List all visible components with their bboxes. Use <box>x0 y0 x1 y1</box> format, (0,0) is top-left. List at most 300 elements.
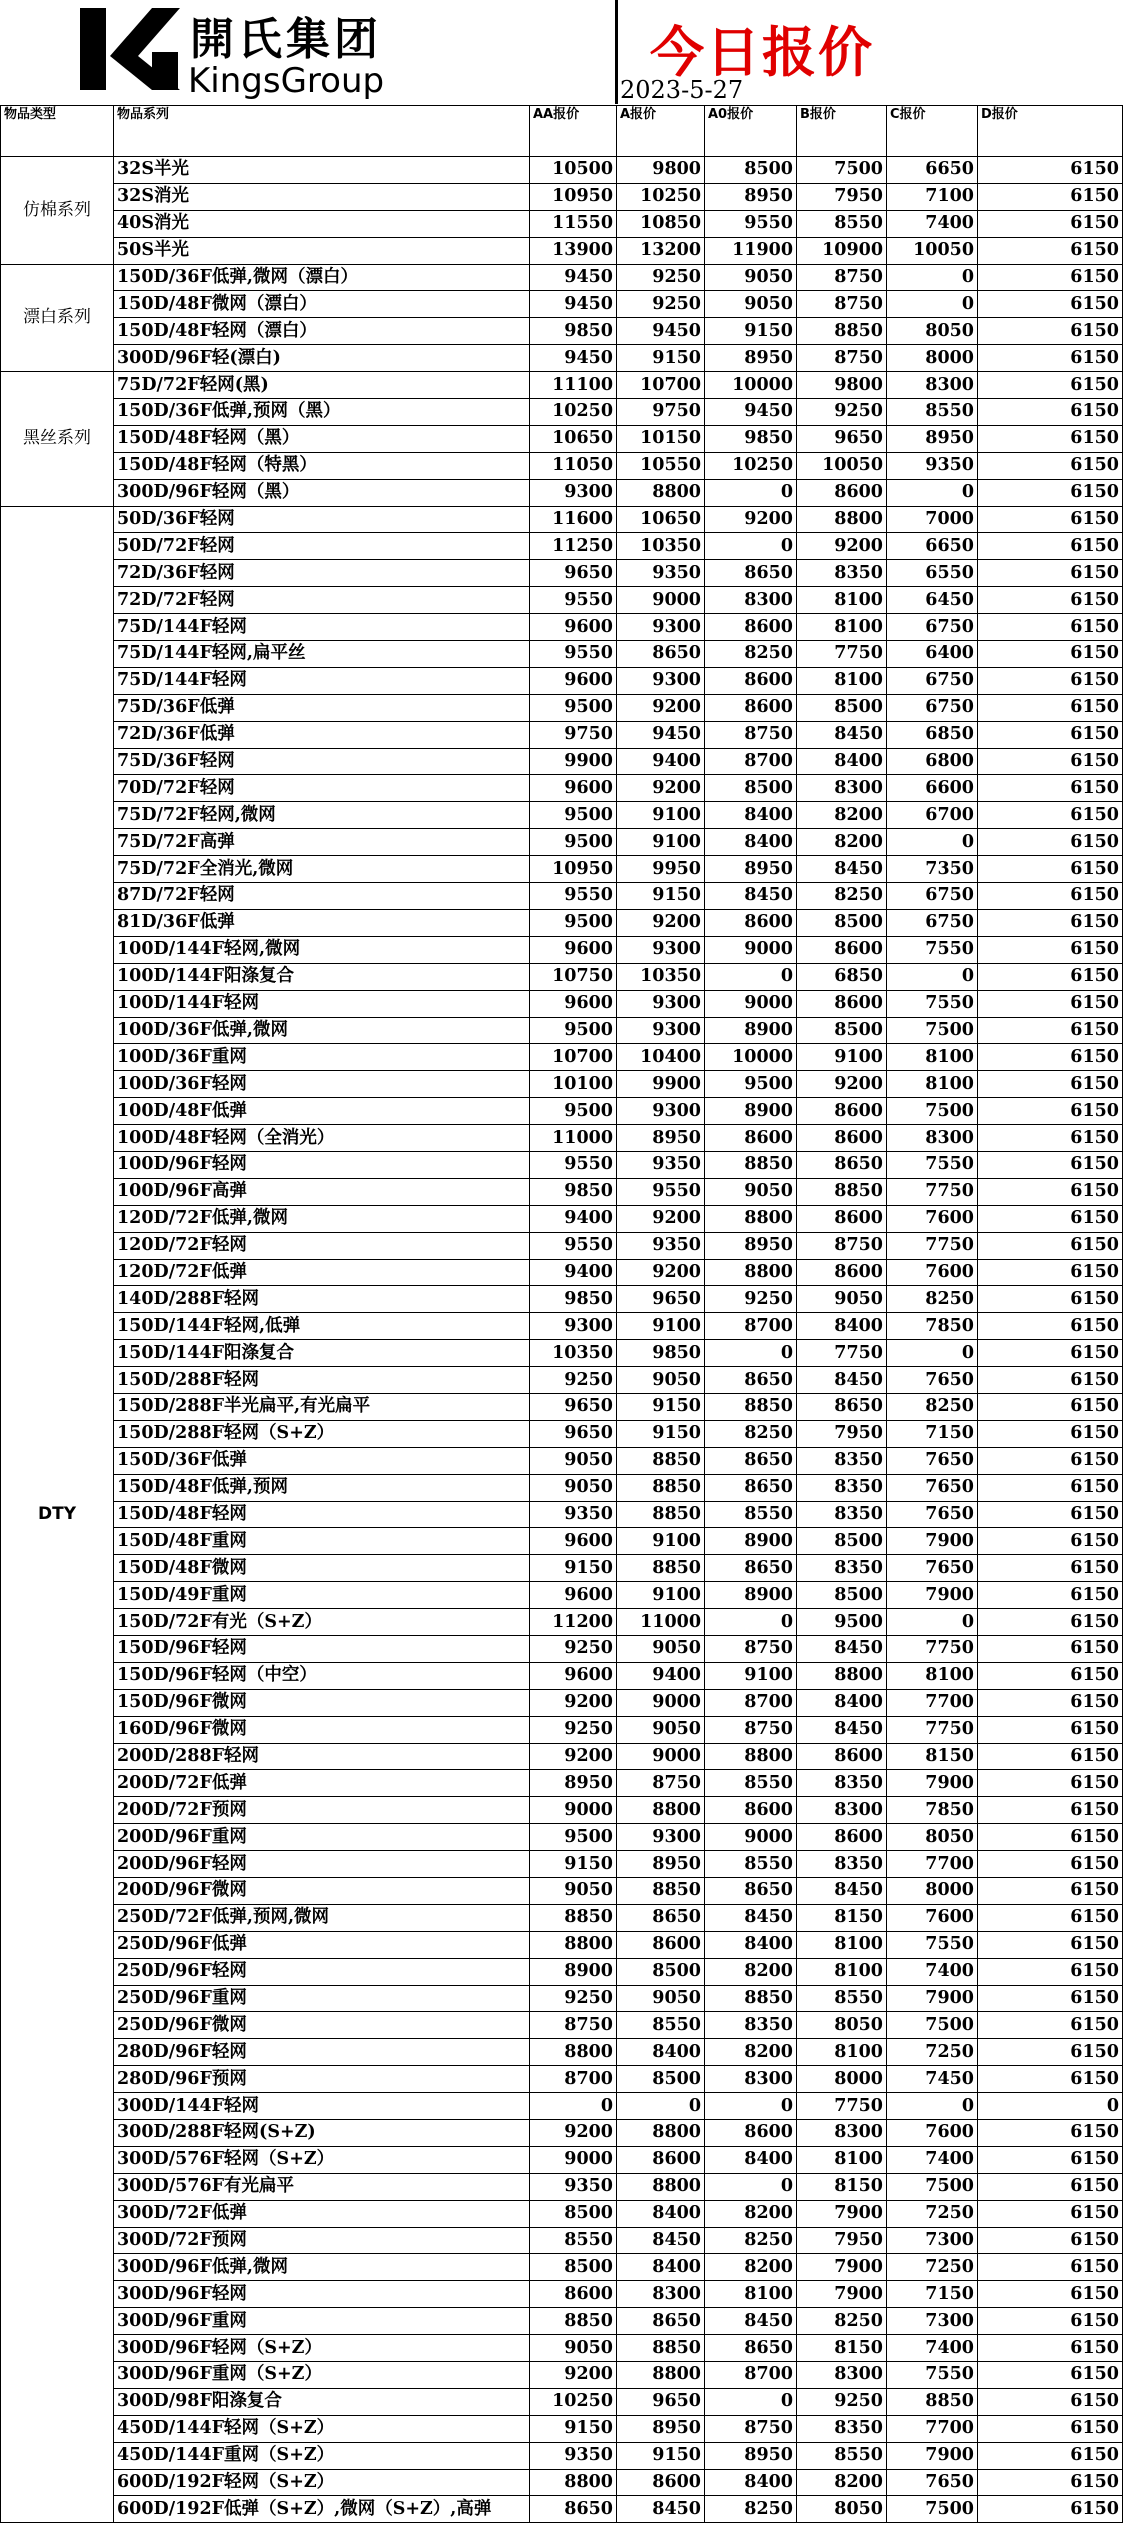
price-a-cell: 8750 <box>617 1770 705 1797</box>
table-row <box>1 883 1123 910</box>
series-cell: 300D/96F轻网（黑） <box>114 479 530 506</box>
price-a0-cell: 8700 <box>705 2362 797 2389</box>
price-a-cell: 8800 <box>617 1797 705 1824</box>
series-cell: 150D/48F轻网（特黑） <box>114 452 530 479</box>
series-cell: 75D/144F轻网,扁平丝 <box>114 641 530 668</box>
price-d-cell: 6150 <box>978 2281 1123 2308</box>
table-row <box>1 1958 1123 1985</box>
table-row <box>1 479 1123 506</box>
price-b-cell: 8600 <box>797 990 887 1017</box>
series-cell: 300D/96F轻网 <box>114 2281 530 2308</box>
price-a-cell: 8800 <box>617 2173 705 2200</box>
series-cell: 100D/48F轻网（全消光） <box>114 1125 530 1152</box>
price-c-cell: 8050 <box>887 318 978 345</box>
price-d-cell: 6150 <box>978 1528 1123 1555</box>
price-a0-cell: 8900 <box>705 1017 797 1044</box>
price-a-cell: 9950 <box>617 856 705 883</box>
price-d-cell: 6150 <box>978 1635 1123 1662</box>
price-d-cell: 6150 <box>978 1474 1123 1501</box>
table-row <box>1 157 1123 184</box>
price-a-cell: 9100 <box>617 829 705 856</box>
table-row <box>1 1098 1123 1125</box>
price-aa-cell: 8500 <box>530 2254 617 2281</box>
price-a-cell: 10350 <box>617 533 705 560</box>
price-c-cell: 9350 <box>887 452 978 479</box>
price-b-cell: 8550 <box>797 1985 887 2012</box>
table-row <box>1 2066 1123 2093</box>
price-c-cell: 7850 <box>887 1797 978 1824</box>
series-cell: 150D/48F轻网（漂白） <box>114 318 530 345</box>
col-header-c: C报价 <box>887 106 978 157</box>
price-a-cell: 9550 <box>617 1178 705 1205</box>
price-a-cell: 10250 <box>617 183 705 210</box>
series-cell: 87D/72F轻网 <box>114 883 530 910</box>
table-row <box>1 1501 1123 1528</box>
price-aa-cell: 8800 <box>530 2039 617 2066</box>
price-d-cell: 6150 <box>978 1904 1123 1931</box>
price-aa-cell: 10650 <box>530 425 617 452</box>
price-c-cell: 7550 <box>887 2362 978 2389</box>
series-cell: 450D/144F轻网（S+Z） <box>114 2415 530 2442</box>
price-aa-cell: 9050 <box>530 1878 617 1905</box>
price-aa-cell: 8950 <box>530 1770 617 1797</box>
price-a0-cell: 0 <box>705 963 797 990</box>
table-row <box>1 2281 1123 2308</box>
price-a0-cell: 8800 <box>705 1205 797 1232</box>
series-cell: 150D/96F轻网（中空） <box>114 1662 530 1689</box>
series-cell: 300D/96F轻网（S+Z） <box>114 2335 530 2362</box>
price-aa-cell: 8800 <box>530 2469 617 2496</box>
price-d-cell: 6150 <box>978 2415 1123 2442</box>
price-c-cell: 7850 <box>887 1313 978 1340</box>
price-d-cell: 6150 <box>978 748 1123 775</box>
price-d-cell: 6150 <box>978 2496 1123 2523</box>
table-row <box>1 1125 1123 1152</box>
col-header-b: B报价 <box>797 106 887 157</box>
price-a-cell: 9300 <box>617 990 705 1017</box>
price-a-cell: 9300 <box>617 1017 705 1044</box>
price-aa-cell: 9500 <box>530 829 617 856</box>
series-cell: 100D/144F轻网,微网 <box>114 936 530 963</box>
price-c-cell: 7550 <box>887 1151 978 1178</box>
price-b-cell: 8350 <box>797 1447 887 1474</box>
price-d-cell: 6150 <box>978 1044 1123 1071</box>
price-aa-cell: 8750 <box>530 2012 617 2039</box>
price-a0-cell: 8950 <box>705 345 797 372</box>
price-c-cell: 6750 <box>887 614 978 641</box>
price-a0-cell: 8550 <box>705 1501 797 1528</box>
price-a0-cell: 0 <box>705 1340 797 1367</box>
price-a0-cell: 9050 <box>705 264 797 291</box>
price-c-cell: 0 <box>887 479 978 506</box>
price-a-cell: 8450 <box>617 2496 705 2523</box>
price-c-cell: 8300 <box>887 1125 978 1152</box>
price-a-cell: 9300 <box>617 936 705 963</box>
price-aa-cell: 10100 <box>530 1071 617 1098</box>
price-d-cell: 6150 <box>978 1501 1123 1528</box>
price-c-cell: 8550 <box>887 399 978 426</box>
price-b-cell: 7750 <box>797 1340 887 1367</box>
price-c-cell: 0 <box>887 1340 978 1367</box>
series-cell: 200D/72F预网 <box>114 1797 530 1824</box>
col-header-a: A报价 <box>617 106 705 157</box>
price-d-cell: 6150 <box>978 210 1123 237</box>
table-row <box>1 1205 1123 1232</box>
price-a-cell: 9200 <box>617 1205 705 1232</box>
price-b-cell: 8450 <box>797 856 887 883</box>
price-d-cell: 6150 <box>978 2200 1123 2227</box>
price-d-cell: 6150 <box>978 1017 1123 1044</box>
price-c-cell: 7300 <box>887 2227 978 2254</box>
series-cell: 50S半光 <box>114 237 530 264</box>
price-aa-cell: 10700 <box>530 1044 617 1071</box>
table-row <box>1 2039 1123 2066</box>
price-a0-cell: 10000 <box>705 1044 797 1071</box>
price-aa-cell: 10950 <box>530 856 617 883</box>
price-d-cell: 6150 <box>978 1313 1123 1340</box>
price-c-cell: 7250 <box>887 2254 978 2281</box>
series-cell: 450D/144F重网（S+Z） <box>114 2442 530 2469</box>
col-header-a0: A0报价 <box>705 106 797 157</box>
price-aa-cell: 9150 <box>530 2415 617 2442</box>
price-a0-cell: 8400 <box>705 829 797 856</box>
table-row <box>1 829 1123 856</box>
price-a0-cell: 9050 <box>705 1178 797 1205</box>
series-cell: 200D/96F微网 <box>114 1878 530 1905</box>
price-b-cell: 8250 <box>797 883 887 910</box>
price-a-cell: 9000 <box>617 1743 705 1770</box>
price-d-cell: 6150 <box>978 2039 1123 2066</box>
price-c-cell: 7900 <box>887 1770 978 1797</box>
price-c-cell: 7750 <box>887 1232 978 1259</box>
price-a0-cell: 8400 <box>705 1931 797 1958</box>
series-cell: 200D/96F重网 <box>114 1824 530 1851</box>
price-d-cell: 6150 <box>978 1582 1123 1609</box>
price-aa-cell: 11250 <box>530 533 617 560</box>
table-row <box>1 775 1123 802</box>
price-a0-cell: 8850 <box>705 1393 797 1420</box>
price-d-cell: 6150 <box>978 2442 1123 2469</box>
price-b-cell: 9800 <box>797 372 887 399</box>
price-b-cell: 8600 <box>797 1125 887 1152</box>
price-aa-cell: 10250 <box>530 2388 617 2415</box>
price-c-cell: 7750 <box>887 1635 978 1662</box>
price-d-cell: 6150 <box>978 237 1123 264</box>
price-a0-cell: 8800 <box>705 1259 797 1286</box>
price-a0-cell: 8500 <box>705 775 797 802</box>
price-aa-cell: 9050 <box>530 1447 617 1474</box>
price-a-cell: 9100 <box>617 802 705 829</box>
price-c-cell: 7650 <box>887 1474 978 1501</box>
price-d-cell: 6150 <box>978 1447 1123 1474</box>
price-d-cell: 6150 <box>978 2173 1123 2200</box>
price-aa-cell: 11600 <box>530 506 617 533</box>
price-a0-cell: 0 <box>705 1609 797 1636</box>
price-b-cell: 8500 <box>797 694 887 721</box>
price-b-cell: 9250 <box>797 399 887 426</box>
col-header-d: D报价 <box>978 106 1123 157</box>
table-row <box>1 667 1123 694</box>
price-b-cell: 8550 <box>797 2442 887 2469</box>
price-d-cell: 6150 <box>978 1259 1123 1286</box>
price-d-cell: 6150 <box>978 183 1123 210</box>
price-d-cell: 6150 <box>978 2469 1123 2496</box>
table-row <box>1 1931 1123 1958</box>
price-b-cell: 8000 <box>797 2066 887 2093</box>
price-b-cell: 8300 <box>797 775 887 802</box>
price-aa-cell: 11100 <box>530 372 617 399</box>
series-cell: 250D/96F微网 <box>114 2012 530 2039</box>
price-b-cell: 8400 <box>797 748 887 775</box>
price-b-cell: 8250 <box>797 2308 887 2335</box>
price-d-cell: 6150 <box>978 479 1123 506</box>
price-a-cell: 11000 <box>617 1609 705 1636</box>
series-cell: 140D/288F轻网 <box>114 1286 530 1313</box>
price-d-cell: 6150 <box>978 2362 1123 2389</box>
price-aa-cell: 9600 <box>530 1662 617 1689</box>
price-a0-cell: 8500 <box>705 157 797 184</box>
table-row <box>1 1071 1123 1098</box>
series-cell: 150D/48F低弹,预网 <box>114 1474 530 1501</box>
price-a-cell: 10550 <box>617 452 705 479</box>
price-aa-cell: 10350 <box>530 1340 617 1367</box>
table-row <box>1 1582 1123 1609</box>
price-d-cell: 6150 <box>978 2335 1123 2362</box>
table-row <box>1 1662 1123 1689</box>
price-a-cell: 9150 <box>617 345 705 372</box>
price-a0-cell: 9000 <box>705 1824 797 1851</box>
table-row <box>1 2308 1123 2335</box>
table-row <box>1 533 1123 560</box>
price-aa-cell: 9500 <box>530 694 617 721</box>
price-c-cell: 6750 <box>887 909 978 936</box>
series-cell: 75D/72F轻网(黑) <box>114 372 530 399</box>
table-row <box>1 291 1123 318</box>
price-b-cell: 10900 <box>797 237 887 264</box>
price-b-cell: 9200 <box>797 1071 887 1098</box>
price-a-cell: 10350 <box>617 963 705 990</box>
price-a-cell: 8850 <box>617 1447 705 1474</box>
price-d-cell: 6150 <box>978 1931 1123 1958</box>
price-b-cell: 8550 <box>797 210 887 237</box>
price-d-cell: 6150 <box>978 291 1123 318</box>
price-c-cell: 7600 <box>887 1259 978 1286</box>
category-cell: 黑丝系列 <box>1 372 114 506</box>
price-c-cell: 8950 <box>887 425 978 452</box>
price-d-cell: 6150 <box>978 2146 1123 2173</box>
price-b-cell: 8850 <box>797 1178 887 1205</box>
series-cell: 32S消光 <box>114 183 530 210</box>
price-aa-cell: 0 <box>530 2093 617 2120</box>
price-a-cell: 9150 <box>617 883 705 910</box>
price-a-cell: 8650 <box>617 641 705 668</box>
price-a-cell: 9450 <box>617 318 705 345</box>
price-aa-cell: 9600 <box>530 775 617 802</box>
table-row <box>1 1313 1123 1340</box>
price-aa-cell: 9200 <box>530 1743 617 1770</box>
price-d-cell: 6150 <box>978 1340 1123 1367</box>
price-c-cell: 7750 <box>887 1178 978 1205</box>
price-aa-cell: 9650 <box>530 1420 617 1447</box>
price-a0-cell: 8200 <box>705 2039 797 2066</box>
price-aa-cell: 9350 <box>530 2442 617 2469</box>
category-cell: 漂白系列 <box>1 264 114 372</box>
price-b-cell: 7900 <box>797 2200 887 2227</box>
price-b-cell: 8600 <box>797 1743 887 1770</box>
price-d-cell: 6150 <box>978 1878 1123 1905</box>
price-c-cell: 7400 <box>887 1958 978 1985</box>
series-cell: 150D/48F微网（漂白） <box>114 291 530 318</box>
price-b-cell: 7900 <box>797 2281 887 2308</box>
price-aa-cell: 9500 <box>530 1824 617 1851</box>
table-row <box>1 990 1123 1017</box>
price-c-cell: 6600 <box>887 775 978 802</box>
price-c-cell: 7150 <box>887 1420 978 1447</box>
price-b-cell: 8350 <box>797 1474 887 1501</box>
series-cell: 72D/36F低弹 <box>114 721 530 748</box>
price-d-cell: 6150 <box>978 775 1123 802</box>
price-d-cell: 6150 <box>978 1958 1123 1985</box>
table-row <box>1 694 1123 721</box>
svg-text:KingsGroup: KingsGroup <box>188 61 385 100</box>
price-aa-cell: 9500 <box>530 802 617 829</box>
table-row <box>1 1635 1123 1662</box>
price-b-cell: 8350 <box>797 1555 887 1582</box>
table-row <box>1 2388 1123 2415</box>
price-a0-cell: 8700 <box>705 748 797 775</box>
price-a-cell: 8550 <box>617 2012 705 2039</box>
price-a-cell: 9300 <box>617 1824 705 1851</box>
price-aa-cell: 9550 <box>530 641 617 668</box>
price-d-cell: 6150 <box>978 2308 1123 2335</box>
series-cell: 150D/48F重网 <box>114 1528 530 1555</box>
price-a0-cell: 0 <box>705 2173 797 2200</box>
price-b-cell: 8100 <box>797 2039 887 2066</box>
price-a-cell: 9350 <box>617 560 705 587</box>
price-c-cell: 0 <box>887 291 978 318</box>
table-row <box>1 372 1123 399</box>
price-aa-cell: 9600 <box>530 667 617 694</box>
table-row <box>1 1609 1123 1636</box>
price-a-cell: 9200 <box>617 775 705 802</box>
price-c-cell: 6800 <box>887 748 978 775</box>
price-b-cell: 7950 <box>797 2227 887 2254</box>
price-a-cell: 9400 <box>617 748 705 775</box>
price-aa-cell: 9050 <box>530 2335 617 2362</box>
price-a-cell: 10650 <box>617 506 705 533</box>
price-d-cell: 6150 <box>978 641 1123 668</box>
price-c-cell: 7900 <box>887 2442 978 2469</box>
series-cell: 300D/72F低弹 <box>114 2200 530 2227</box>
series-cell: 75D/72F轻网,微网 <box>114 802 530 829</box>
price-a-cell: 9050 <box>617 1985 705 2012</box>
price-b-cell: 8100 <box>797 2146 887 2173</box>
price-d-cell: 0 <box>978 2093 1123 2120</box>
price-a-cell: 8950 <box>617 2415 705 2442</box>
price-d-cell: 6150 <box>978 1367 1123 1394</box>
price-a0-cell: 0 <box>705 479 797 506</box>
price-b-cell: 8150 <box>797 1904 887 1931</box>
price-aa-cell: 11200 <box>530 1609 617 1636</box>
price-a0-cell: 8600 <box>705 1797 797 1824</box>
price-a-cell: 13200 <box>617 237 705 264</box>
table-row <box>1 399 1123 426</box>
table-row <box>1 748 1123 775</box>
price-a-cell: 9250 <box>617 291 705 318</box>
table-row <box>1 1985 1123 2012</box>
price-a-cell: 9000 <box>617 1689 705 1716</box>
price-b-cell: 9500 <box>797 1609 887 1636</box>
price-d-cell: 6150 <box>978 1420 1123 1447</box>
price-a0-cell: 8200 <box>705 2200 797 2227</box>
price-aa-cell: 8850 <box>530 1904 617 1931</box>
price-a-cell: 9050 <box>617 1635 705 1662</box>
table-row <box>1 1286 1123 1313</box>
price-c-cell: 6650 <box>887 533 978 560</box>
price-b-cell: 8100 <box>797 1931 887 1958</box>
price-d-cell: 6150 <box>978 829 1123 856</box>
price-a0-cell: 9500 <box>705 1071 797 1098</box>
price-a0-cell: 8200 <box>705 2254 797 2281</box>
price-a0-cell: 8400 <box>705 2469 797 2496</box>
price-a-cell: 10700 <box>617 372 705 399</box>
price-d-cell: 6150 <box>978 883 1123 910</box>
price-c-cell: 7550 <box>887 990 978 1017</box>
price-b-cell: 8750 <box>797 291 887 318</box>
price-d-cell: 6150 <box>978 345 1123 372</box>
price-a0-cell: 8350 <box>705 2012 797 2039</box>
price-aa-cell: 10250 <box>530 399 617 426</box>
price-a0-cell: 8900 <box>705 1098 797 1125</box>
series-cell: 200D/72F低弹 <box>114 1770 530 1797</box>
price-aa-cell: 9450 <box>530 264 617 291</box>
price-c-cell: 7600 <box>887 1904 978 1931</box>
price-a-cell: 8600 <box>617 1931 705 1958</box>
price-a-cell: 9050 <box>617 1367 705 1394</box>
price-a-cell: 9150 <box>617 1420 705 1447</box>
price-d-cell: 6150 <box>978 1205 1123 1232</box>
price-c-cell: 7700 <box>887 1689 978 1716</box>
price-a-cell: 8950 <box>617 1851 705 1878</box>
price-d-cell: 6150 <box>978 1662 1123 1689</box>
price-a-cell: 0 <box>617 2093 705 2120</box>
table-row <box>1 721 1123 748</box>
price-c-cell: 0 <box>887 1609 978 1636</box>
price-b-cell: 8600 <box>797 479 887 506</box>
price-aa-cell: 11000 <box>530 1125 617 1152</box>
price-c-cell: 7500 <box>887 1017 978 1044</box>
series-cell: 75D/144F轻网 <box>114 667 530 694</box>
price-b-cell: 8450 <box>797 1878 887 1905</box>
price-c-cell: 7600 <box>887 1205 978 1232</box>
table-row <box>1 2120 1123 2147</box>
col-header-series: 物品系列 <box>114 106 530 157</box>
price-b-cell: 8750 <box>797 345 887 372</box>
table-row <box>1 2146 1123 2173</box>
price-aa-cell: 9400 <box>530 1205 617 1232</box>
table-row <box>1 1393 1123 1420</box>
price-a-cell: 9250 <box>617 264 705 291</box>
price-a0-cell: 8750 <box>705 721 797 748</box>
table-row <box>1 1743 1123 1770</box>
price-a0-cell: 10250 <box>705 452 797 479</box>
price-b-cell: 7500 <box>797 157 887 184</box>
price-c-cell: 0 <box>887 829 978 856</box>
series-cell: 75D/72F全消光,微网 <box>114 856 530 883</box>
series-cell: 100D/96F轻网 <box>114 1151 530 1178</box>
price-a0-cell: 8250 <box>705 641 797 668</box>
price-a-cell: 9800 <box>617 157 705 184</box>
